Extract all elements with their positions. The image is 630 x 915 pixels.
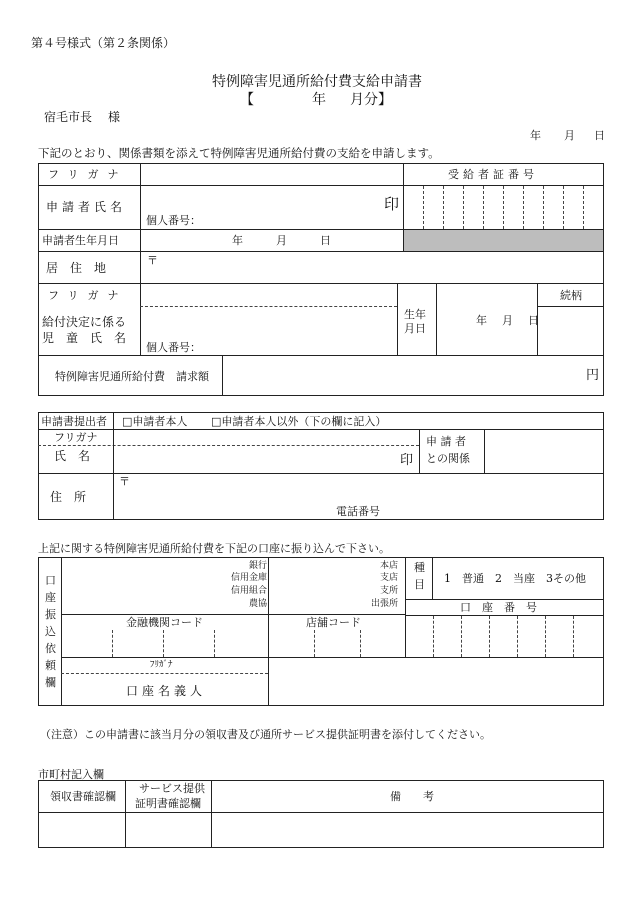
child-birth-day: 日 xyxy=(528,314,539,327)
submitter-relation-field[interactable] xyxy=(485,430,603,473)
bank-side-label-2: 座 xyxy=(45,591,56,604)
submitter-name-label: 氏 名 xyxy=(54,449,91,463)
bank-side-label-6: 頼 xyxy=(45,659,56,672)
submitter-address-label: 住 所 xyxy=(50,490,87,504)
bank-side-label-5: 依 xyxy=(45,642,56,655)
recipient-number-label: 受給者証番号 xyxy=(448,168,538,181)
account-kind-label-1: 種 xyxy=(414,561,425,574)
child-birth-label-line2: 月日 xyxy=(404,322,426,335)
honorific: 様 xyxy=(108,110,121,124)
account-holder-label: 口座名義人 xyxy=(126,684,207,698)
child-birth-year: 年 xyxy=(476,314,487,327)
submitter-furigana-field[interactable] xyxy=(114,430,418,445)
child-relation-label: 続柄 xyxy=(560,289,582,302)
child-relation-field[interactable] xyxy=(538,307,603,355)
type-shinkumi: 信用組合 xyxy=(231,586,268,596)
submitter-relation-label-line2: との関係 xyxy=(426,452,470,465)
applicant-birth-year: 年 xyxy=(232,234,243,247)
submitter-phone-label: 電話番号 xyxy=(336,505,380,518)
applicant-birth-field[interactable] xyxy=(141,230,402,251)
shaded-cell xyxy=(404,230,603,251)
service-check-label-line2: 証明書確認欄 xyxy=(135,797,201,810)
applicant-name-label: 申請者氏名 xyxy=(46,200,127,214)
child-my-number-label: 個人番号： xyxy=(146,341,201,354)
institution-code-label: 金融機関コード xyxy=(126,616,203,629)
submitter-name-field[interactable] xyxy=(114,446,418,473)
form-number: 第４号様式（第２条関係） xyxy=(31,36,176,50)
service-check-field[interactable] xyxy=(126,813,210,847)
type-branch: 支店 xyxy=(380,573,399,583)
recipient-number-field[interactable] xyxy=(404,186,603,229)
applicant-my-number-label: 個人番号： xyxy=(146,214,201,227)
claim-amount-field[interactable] xyxy=(223,356,593,395)
account-number-field[interactable] xyxy=(406,616,603,657)
account-kind-options[interactable]: 1 普通 2 当座 3その他 xyxy=(444,572,586,585)
submitter-seal-mark: 印 xyxy=(400,453,414,468)
child-birth-label-line1: 生年 xyxy=(404,308,426,321)
bank-side-label-7: 欄 xyxy=(45,676,56,689)
applicant-birth-day: 日 xyxy=(320,234,331,247)
submitter-postal-mark: 〒 xyxy=(119,475,130,488)
form-title: 特例障害児通所給付費支給申請書 xyxy=(212,74,422,90)
child-furigana-label: フリガナ xyxy=(48,289,128,302)
child-name-label-line1: 給付決定に係る xyxy=(42,315,127,329)
addressee: 宿毛市長 xyxy=(44,110,93,124)
applicant-birth-label: 申請者生年月日 xyxy=(42,234,119,247)
attachment-note: （注意）この申請書に該当月分の領収書及び通所サービス提供証明書を添付してください。 xyxy=(40,728,491,741)
child-name-label-line2: 児 童 氏 名 xyxy=(42,331,127,345)
receipt-check-field[interactable] xyxy=(39,813,124,847)
date-year: 年 xyxy=(530,129,541,142)
submitter-relation-label-line1: 申 請 者 xyxy=(426,435,466,448)
applicant-address-label: 居 住 地 xyxy=(46,261,107,275)
applicant-postal-mark: 〒 xyxy=(147,254,158,267)
claim-amount-label: 特例障害児通所給付費 請求額 xyxy=(55,370,209,383)
bank-intro-text: 上記に関する特例障害児通所給付費を下記の口座に振り込んで下さい。 xyxy=(38,542,390,555)
bank-side-label-1: 口 xyxy=(45,574,56,587)
period-open-bracket: 【 xyxy=(240,92,254,108)
child-furigana-field[interactable] xyxy=(141,284,396,306)
municipal-heading: 市町村記入欄 xyxy=(38,768,104,781)
branch-code-label: 店舗コード xyxy=(306,616,361,629)
date-month: 月 xyxy=(564,129,575,142)
period-year: 年 xyxy=(312,92,326,108)
applicant-furigana-field[interactable] xyxy=(141,164,402,185)
type-sub-branch: 支所 xyxy=(380,586,399,596)
submitter-furigana-label: フリガナ xyxy=(54,431,98,444)
applicant-birth-month: 月 xyxy=(276,234,287,247)
institution-code-field[interactable] xyxy=(62,630,267,657)
type-nokyo: 農協 xyxy=(249,599,268,609)
account-kind-label-2: 目 xyxy=(414,578,425,591)
remarks-label: 備 考 xyxy=(390,790,434,803)
service-check-label-line1: サービス提供 xyxy=(139,782,205,795)
child-birth-month: 月 xyxy=(502,314,513,327)
applicant-seal-mark: 印 xyxy=(384,195,400,213)
account-number-label: 口 座 番 号 xyxy=(460,601,537,614)
bank-side-label-3: 振 xyxy=(45,608,56,621)
type-head-office: 本店 xyxy=(380,561,399,571)
receipt-check-label: 領収書確認欄 xyxy=(50,790,116,803)
period-month: 月分】 xyxy=(350,92,392,108)
bank-side-label-4: 込 xyxy=(45,625,56,638)
branch-code-field[interactable] xyxy=(269,630,404,657)
submitter-option-self[interactable]: □申請者本人 xyxy=(122,415,188,428)
type-agency: 出張所 xyxy=(371,599,399,609)
applicant-address-field[interactable] xyxy=(141,252,603,283)
submitter-label: 申請書提出者 xyxy=(41,415,107,428)
type-shinkin: 信用金庫 xyxy=(231,573,268,583)
type-bank: 銀行 xyxy=(249,561,268,571)
intro-text: 下記のとおり、関係書類を添えて特例障害児通所給付費の支給を申請します。 xyxy=(38,146,440,160)
account-holder-field[interactable] xyxy=(269,658,603,705)
applicant-furigana-label: フリガナ xyxy=(48,168,128,181)
holder-furigana-label: ﾌﾘｶﾞﾅ xyxy=(150,660,173,670)
submitter-option-other[interactable]: □申請者本人以外（下の欄に記入） xyxy=(211,415,387,428)
date-day: 日 xyxy=(594,129,605,142)
remarks-field[interactable] xyxy=(212,813,603,847)
claim-yen-unit: 円 xyxy=(586,368,600,383)
